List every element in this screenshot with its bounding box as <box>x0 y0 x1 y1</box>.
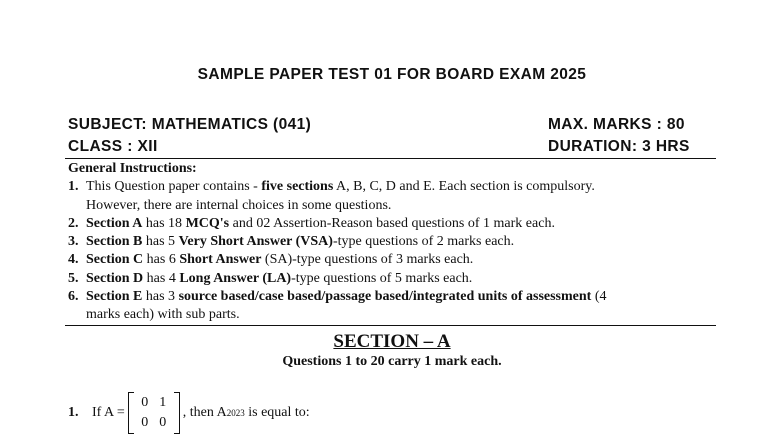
instruction-item <box>68 270 718 288</box>
section-subtitle: Questions 1 to 20 carry 1 mark each. <box>282 354 502 369</box>
instruction-segment: has 5 <box>142 234 179 250</box>
exponent: 2023 <box>226 408 245 418</box>
question-prefix: If A = <box>92 405 125 420</box>
instruction-segment: Section B <box>86 234 143 250</box>
instruction-item <box>68 251 718 269</box>
instruction-segment: five sections <box>261 179 334 195</box>
instruction-text <box>86 178 595 196</box>
matrix-cell: 0 <box>141 395 149 410</box>
matrix-cell: 1 <box>159 395 167 410</box>
matrix-cell: 0 <box>159 415 167 430</box>
instruction-number: 3. <box>68 234 79 250</box>
instruction-segment: A, B, C, D and E. Each section is compulsory. <box>333 179 595 195</box>
instruction-segment: Section A <box>86 215 143 231</box>
instruction-number: 1. <box>68 179 79 195</box>
instructions-heading: General Instructions: <box>68 161 197 176</box>
class-label: CLASS : XII <box>68 138 158 155</box>
instruction-item <box>68 288 718 306</box>
question-1 <box>68 392 310 434</box>
instruction-continuation: However, there are internal choices in some questions. <box>86 197 392 213</box>
general-instructions <box>68 160 718 325</box>
instruction-segment: -type questions of 2 marks each. <box>332 234 515 250</box>
instruction-segment: (SA)-type questions of 3 marks each. <box>261 252 474 268</box>
instruction-segment: and 02 Assertion-Reason based questions of 1 mark each. <box>229 215 555 231</box>
instructions-divider <box>65 325 716 326</box>
duration-label: DURATION: 3 HRS <box>548 138 690 155</box>
instruction-text <box>86 251 473 269</box>
instruction-segment: Short Answer <box>179 252 262 268</box>
instruction-number: 2. <box>68 215 79 231</box>
instruction-item <box>68 178 718 196</box>
instruction-segment: This Question paper contains - <box>86 179 262 195</box>
instructions-list <box>68 178 718 324</box>
instruction-segment: Section C <box>86 252 144 268</box>
question-tail: is equal to: <box>244 405 310 420</box>
instruction-segment: has 4 <box>143 270 180 286</box>
matrix-cell: 0 <box>141 415 149 430</box>
instruction-text <box>86 288 607 306</box>
subject-label: SUBJECT: MATHEMATICS (041) <box>68 116 312 133</box>
instruction-item <box>68 233 718 251</box>
instruction-segment: source based/case based/passage based/integrated units of assessment <box>178 289 592 305</box>
right-bracket <box>174 392 180 434</box>
section-title: SECTION – A <box>333 331 451 352</box>
instruction-segment: Section E <box>86 289 143 305</box>
instruction-segment: MCQ's <box>185 215 230 231</box>
instruction-segment: -type questions of 5 marks each. <box>291 270 473 286</box>
question-suffix: , then A <box>182 405 227 420</box>
instruction-segment: has 18 <box>142 215 186 231</box>
header-divider <box>65 158 716 159</box>
instruction-segment: Very Short Answer (VSA) <box>178 234 333 250</box>
instruction-segment: has 3 <box>142 289 179 305</box>
instruction-segment: Long Answer (LA) <box>179 270 292 286</box>
instruction-segment: Section D <box>86 270 144 286</box>
instruction-item <box>68 215 718 233</box>
max-marks-label: MAX. MARKS : 80 <box>548 116 685 133</box>
instruction-text <box>86 233 514 251</box>
instruction-continuation: marks each) with sub parts. <box>86 307 240 323</box>
instruction-segment: (4 <box>591 289 607 305</box>
instruction-number: 4. <box>68 252 79 268</box>
instruction-number: 5. <box>68 270 79 286</box>
question-number: 1. <box>68 405 79 420</box>
instruction-segment: has 6 <box>143 252 180 268</box>
instruction-number: 6. <box>68 289 79 305</box>
instruction-text <box>86 270 472 288</box>
matrix-a <box>128 392 180 434</box>
instruction-text <box>86 215 555 233</box>
paper-title: SAMPLE PAPER TEST 01 FOR BOARD EXAM 2025 <box>197 66 587 83</box>
